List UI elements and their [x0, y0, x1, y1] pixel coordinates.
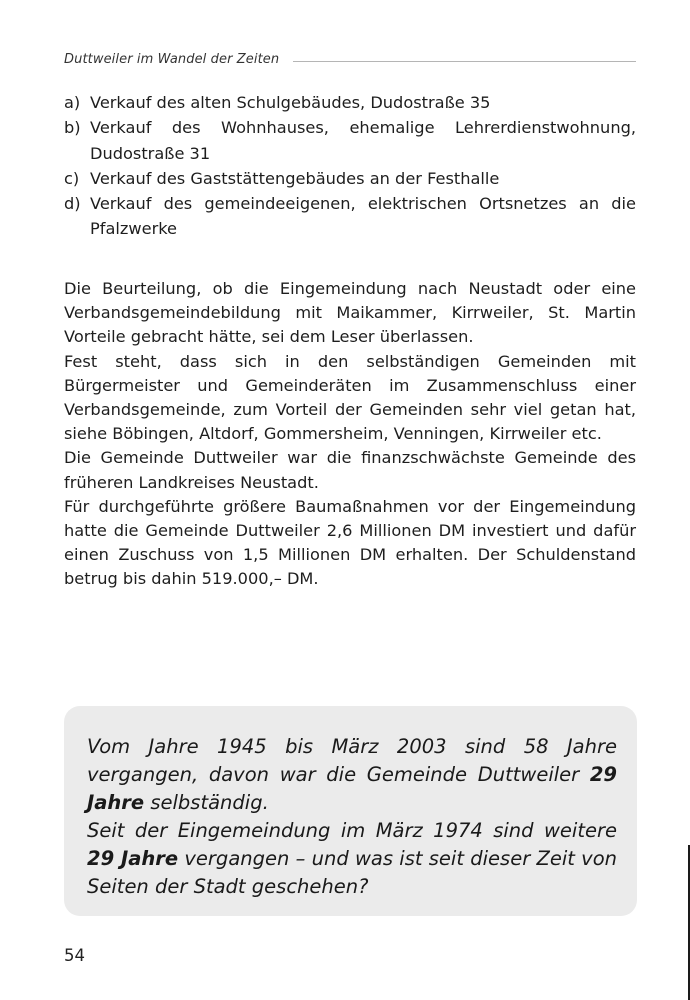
callout-text-segment: selbständig. — [144, 791, 269, 814]
list-marker: c) — [64, 168, 80, 188]
list-item — [64, 115, 636, 166]
page-number: 54 — [64, 946, 85, 965]
sale-list — [64, 90, 636, 242]
list-item-text: Verkauf des Wohnhauses, ehemalige Lehrerdienstwohnung, Dudostraße 31 — [90, 118, 636, 163]
list-item — [64, 166, 636, 191]
paragraph: Fest steht, dass sich in den selbständigen Gemeinden mit Bürgermeister und Gemeinderäten im Zusammenschluss einer Verbandsgemeinde, zum Vorteil der Gemeinden sehr viel getan hat, siehe Böbingen, Altdorf, Gommersheim, Venningen, Kirrweiler etc. — [64, 351, 636, 444]
list-item-text: Verkauf des Gaststättengebäudes an der Festhalle — [90, 168, 500, 188]
list-item — [64, 191, 636, 242]
list-marker: a) — [64, 93, 81, 112]
list-marker: d) — [64, 194, 81, 214]
paragraph: Die Beurteilung, ob die Eingemeindung nach Neustadt oder eine Verbandsgemeindebildung mit Maikammer, Kirrweiler, St. Martin Vorteile gebracht hätte, sei dem Leser überlassen. — [64, 279, 636, 347]
running-header — [64, 50, 636, 68]
callout-text — [87, 733, 617, 901]
callout-box — [64, 706, 637, 916]
callout-text-segment: Seit der Eingemeindung im März 1974 sind weitere — [87, 819, 617, 842]
list-item-text: Verkauf des alten Schulgebäudes, Dudostraße 35 — [90, 93, 491, 112]
callout-emphasis: 29 Jahre — [87, 847, 179, 870]
list-item-text: Verkauf des gemeindeeigenen, elektrischen Ortsnetzes an die Pfalzwerke — [90, 194, 636, 239]
callout-paragraph — [87, 733, 617, 817]
paragraph: Für durchgeführte größere Baumaßnahmen vor der Eingemeindung hatte die Gemeinde Duttweiler 2,6 Millionen DM investiert und dafür einen Zuschuss von 1,5 Millionen DM erhalten. Der Schuldenstand betrug bis dahin 519.000,– DM. — [64, 496, 636, 589]
callout-emphasis: 29 Jahre — [87, 763, 617, 814]
callout-paragraph — [87, 817, 617, 901]
list-item — [64, 90, 636, 115]
list-marker: b) — [64, 118, 81, 138]
paragraph: Die Gemeinde Duttweiler war die finanzschwächste Gemeinde des früheren Landkreises Neustadt. — [64, 448, 636, 492]
callout-text-segment: Vom Jahre 1945 bis März 2003 sind 58 Jahre vergangen, davon war die Gemeinde Duttweiler — [87, 735, 617, 786]
callout-text-segment: vergangen – und was ist seit dieser Zeit von Seiten der Stadt geschehen? — [87, 847, 617, 898]
body-text — [64, 277, 636, 592]
header-rule — [293, 61, 636, 62]
running-title: Duttweiler im Wandel der Zeiten — [64, 51, 280, 67]
